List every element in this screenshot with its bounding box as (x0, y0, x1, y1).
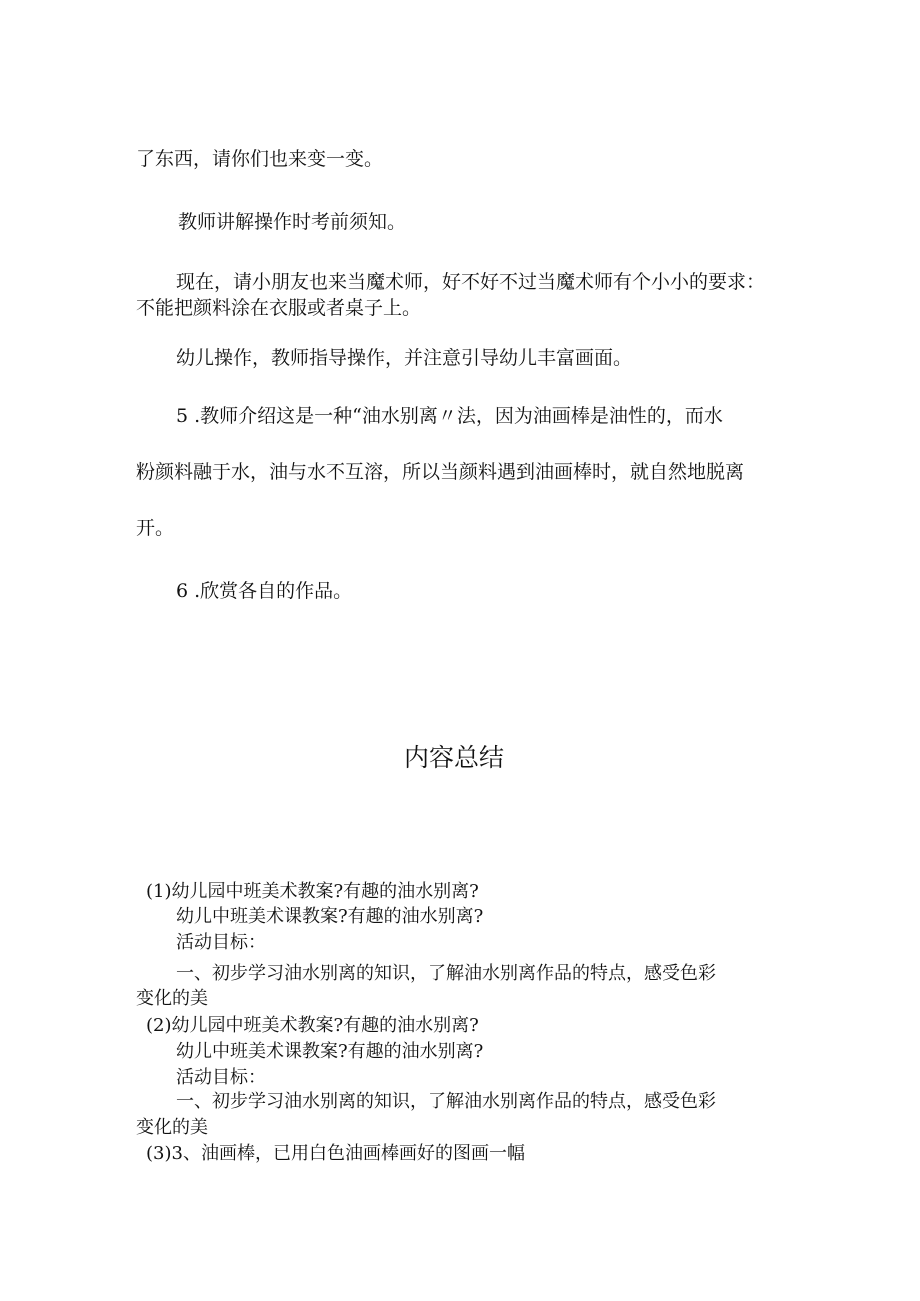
summary-item-3-heading: (3)3、油画棒，已用白色油画棒画好的图画一幅 (146, 1143, 525, 1164)
body-line-2: 教师讲解操作时考前须知。 (178, 211, 407, 233)
body-line-5b: 粉颜料融于水，油与水不互溶，所以当颜料遇到油画棒时，就自然地脱离 (136, 461, 745, 483)
body-line-6: 6 .欣赏各自的作品。 (176, 580, 353, 602)
summary-item-1-subtitle: 幼儿中班美术课教案?有趣的油水别离? (176, 906, 484, 927)
summary-item-2-text: 一、初步学习油水别离的知识，了解油水别离作品的特点，感受色彩 (176, 1091, 716, 1112)
summary-item-2-text-cont: 变化的美 (136, 1117, 208, 1138)
summary-item-2-subtitle: 幼儿中班美术课教案?有趣的油水别离? (176, 1041, 484, 1062)
summary-item-1-text-cont: 变化的美 (136, 988, 208, 1009)
summary-item-2-heading: (2)幼儿园中班美术教案?有趣的油水别离? (146, 1015, 479, 1036)
summary-title: 内容总结 (404, 743, 505, 772)
body-line-5c: 开。 (136, 517, 175, 539)
body-line-1: 了东西，请你们也来变一变。 (136, 148, 384, 170)
summary-item-1-heading: (1)幼儿园中班美术教案?有趣的油水别离? (146, 881, 479, 902)
summary-item-1-text: 一、初步学习油水别离的知识，了解油水别离作品的特点，感受色彩 (176, 963, 716, 984)
body-line-3a: 现在，请小朋友也来当魔术师，好不好不过当魔术师有个小小的要求： (176, 271, 766, 293)
body-line-4: 幼儿操作，教师指导操作，并注意引导幼儿丰富画面。 (176, 347, 633, 369)
summary-item-2-label: 活动目标： (176, 1067, 266, 1088)
body-line-5a: 5 .教师介绍这是一种“油水别离〃法，因为油画棒是油性的，而水 (176, 405, 723, 427)
summary-item-1-label: 活动目标： (176, 932, 266, 953)
body-line-3b: 不能把颜料涂在衣服或者桌子上。 (136, 297, 422, 319)
